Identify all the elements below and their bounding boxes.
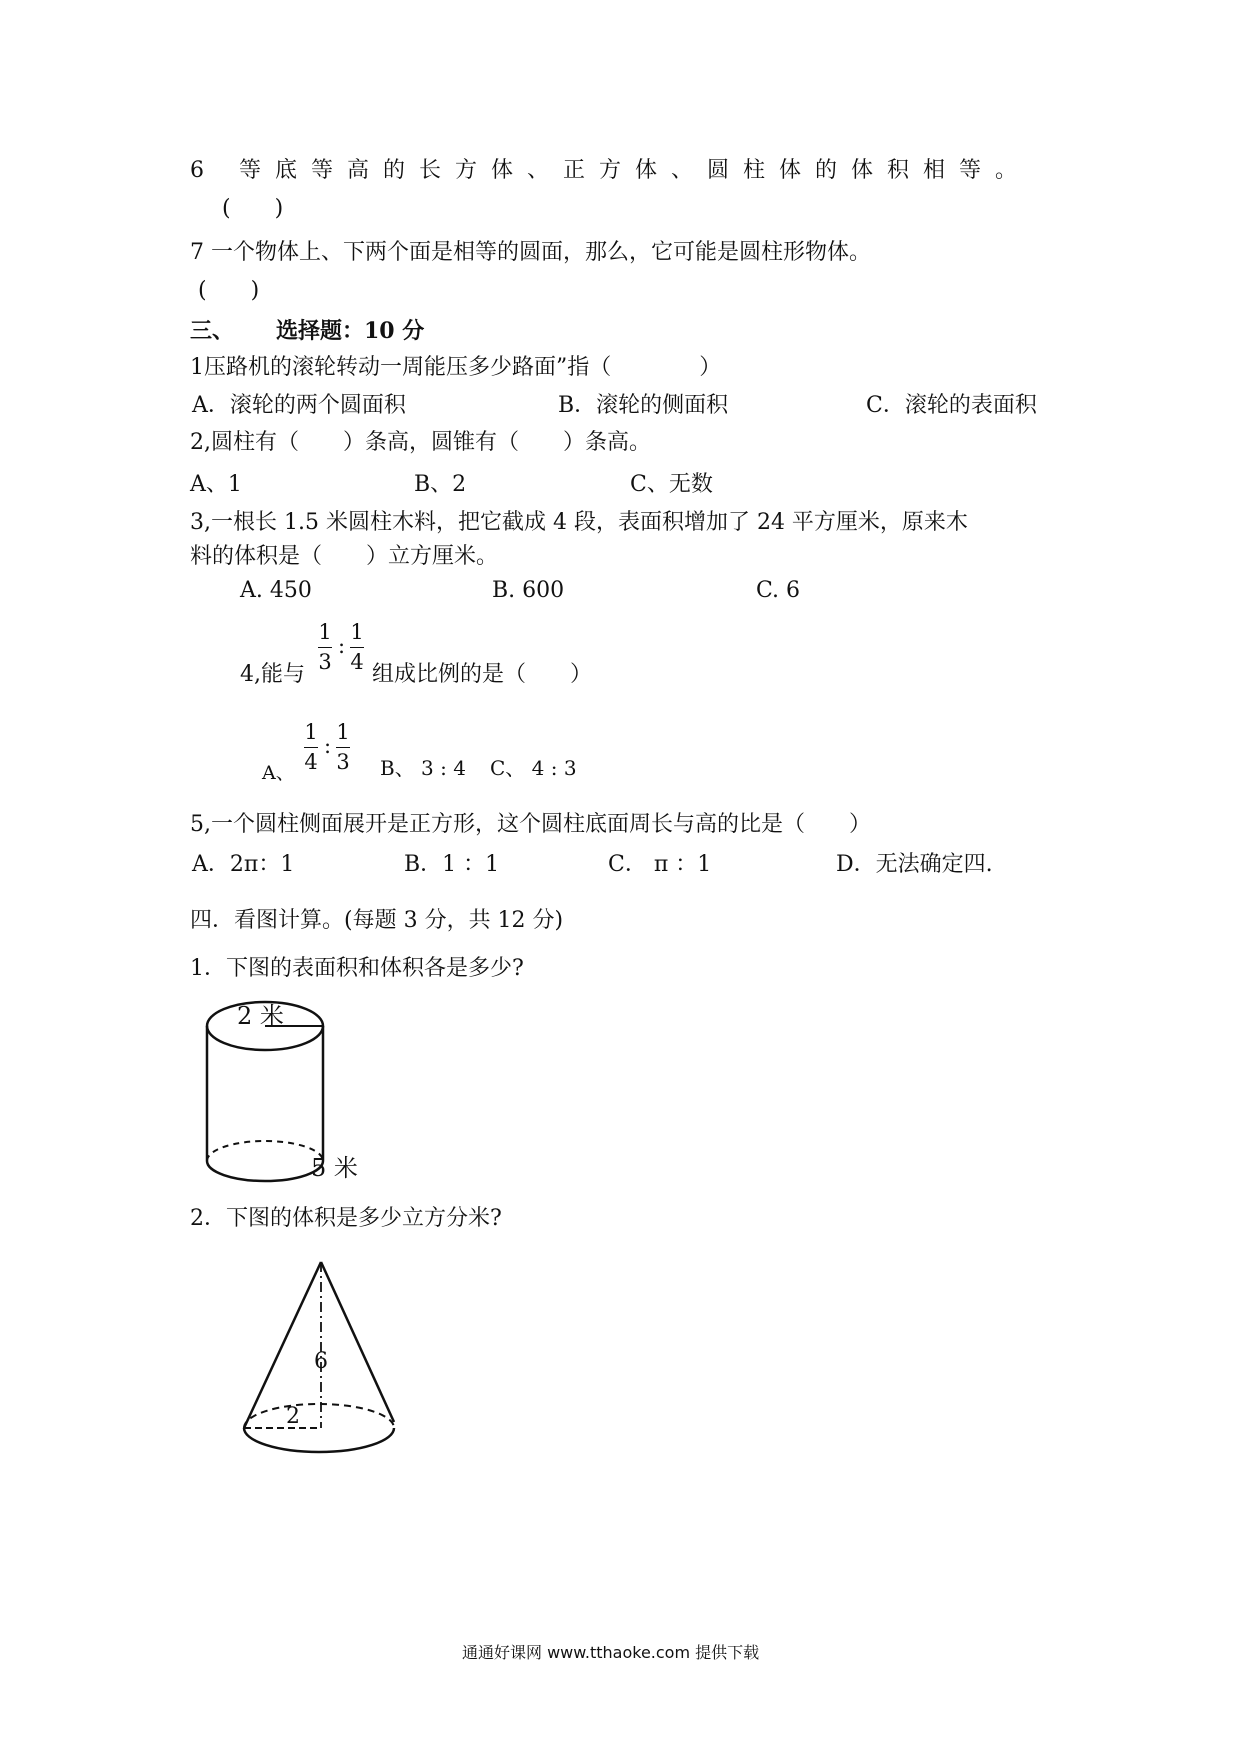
choice-q3-line2: 料的体积是（ ）立方厘米。 bbox=[190, 544, 499, 569]
fraction-bar bbox=[318, 647, 332, 648]
cylinder-figure bbox=[196, 996, 396, 1192]
choice-q1: 1压路机的滚轮转动一周能压多少路面”指（ ） bbox=[190, 355, 722, 380]
cone-base-front-arc bbox=[244, 1428, 394, 1452]
fraction-denominator: 4 bbox=[350, 650, 364, 674]
choice-q1-option-c: C．滚轮的表面积 bbox=[866, 393, 1037, 418]
choice-q2-option-c: C、无数 bbox=[630, 472, 713, 497]
choice-q5-option-d: D．无法确定四. bbox=[836, 852, 993, 877]
choice-q5-option-c: C． π ：1 bbox=[608, 852, 712, 877]
fraction-numerator: 1 bbox=[336, 720, 350, 744]
choice-q5-option-a: A．2π：1 bbox=[192, 852, 295, 877]
choice-q4-option-b: B、 3 : 4 bbox=[380, 756, 466, 780]
choice-q4-option-a-colon: : bbox=[324, 734, 332, 758]
cone-left-slant bbox=[244, 1262, 321, 1428]
choice-q4-fraction-1 bbox=[318, 622, 332, 673]
choice-q4-ratio-colon: : bbox=[338, 634, 346, 658]
cylinder-bottom-front-arc bbox=[207, 1161, 323, 1181]
fraction-bar bbox=[336, 747, 350, 748]
fraction-denominator: 3 bbox=[318, 650, 332, 674]
choice-q3-option-c: C. 6 bbox=[756, 578, 801, 603]
fraction-bar bbox=[304, 747, 318, 748]
section4-q1: 1．下图的表面积和体积各是多少? bbox=[190, 956, 524, 981]
choice-q1-option-b: B．滚轮的侧面积 bbox=[558, 393, 729, 418]
section4-title: 四．看图计算。(每题 3 分，共 12 分) bbox=[190, 908, 564, 933]
section3-number: 三、 bbox=[190, 318, 235, 344]
fraction-numerator: 1 bbox=[350, 620, 364, 644]
choice-q4-option-c: C、 4 : 3 bbox=[490, 756, 577, 780]
cone-height-label: 6 bbox=[314, 1349, 328, 1374]
choice-q2-option-b: B、2 bbox=[414, 472, 467, 497]
judgment-q7-answer-paren: ( ) bbox=[198, 278, 260, 303]
choice-q4-option-a-fraction-2 bbox=[336, 722, 350, 773]
fraction-bar bbox=[350, 647, 364, 648]
cylinder-height-label: 5 米 bbox=[311, 1154, 358, 1182]
fraction-numerator: 1 bbox=[304, 720, 318, 744]
choice-q5-option-b: B．1 ：1 bbox=[404, 852, 500, 877]
choice-q2: 2,圆柱有（ ）条高，圆锥有（ ）条高。 bbox=[190, 430, 651, 455]
choice-q3-option-a: A. 450 bbox=[240, 578, 312, 603]
choice-q4-option-a-fraction-1 bbox=[304, 722, 318, 773]
fraction-denominator: 4 bbox=[304, 750, 318, 774]
section4-q2: 2．下图的体积是多少立方分米? bbox=[190, 1206, 502, 1231]
judgment-q7: 7 一个物体上、下两个面是相等的圆面，那么，它可能是圆柱形物体。 bbox=[190, 240, 871, 265]
judgment-q6-answer-paren: ( ) bbox=[222, 196, 284, 221]
choice-q5: 5,一个圆柱侧面展开是正方形，这个圆柱底面周长与高的比是（ ） bbox=[190, 812, 871, 837]
choice-q4-option-a-label: A、 bbox=[262, 762, 295, 784]
choice-q3-option-b: B. 600 bbox=[492, 578, 565, 603]
choice-q2-option-a: A、1 bbox=[190, 472, 242, 497]
footer-source: 通通好课网 www.tthaoke.com 提供下载 bbox=[462, 1643, 760, 1662]
cone-right-slant bbox=[321, 1262, 394, 1422]
choice-q1-option-a: A．滚轮的两个圆面积 bbox=[192, 393, 406, 418]
cylinder-bottom-back-arc bbox=[207, 1141, 323, 1161]
choice-q4-prefix: 4,能与 bbox=[240, 662, 305, 687]
cone-radius-label: 2 bbox=[286, 1404, 300, 1429]
cylinder-radius-label: 2 米 bbox=[237, 1002, 284, 1030]
cone-figure bbox=[236, 1256, 406, 1466]
cone-base-back-arc bbox=[244, 1404, 394, 1428]
choice-q4-suffix: 组成比例的是（ ） bbox=[372, 662, 593, 687]
choice-q4-fraction-2 bbox=[350, 622, 364, 673]
choice-q3-line1: 3,一根长 1.5 米圆柱木料，把它截成 4 段，表面积增加了 24 平方厘米，原来木 bbox=[190, 510, 968, 535]
fraction-denominator: 3 bbox=[336, 750, 350, 774]
section3-title: 选择题：10 分 bbox=[276, 318, 425, 344]
fraction-numerator: 1 bbox=[318, 620, 332, 644]
judgment-q6: 6 等底等高的长方体、正方体、圆柱体的体积相等。 bbox=[190, 158, 1031, 183]
